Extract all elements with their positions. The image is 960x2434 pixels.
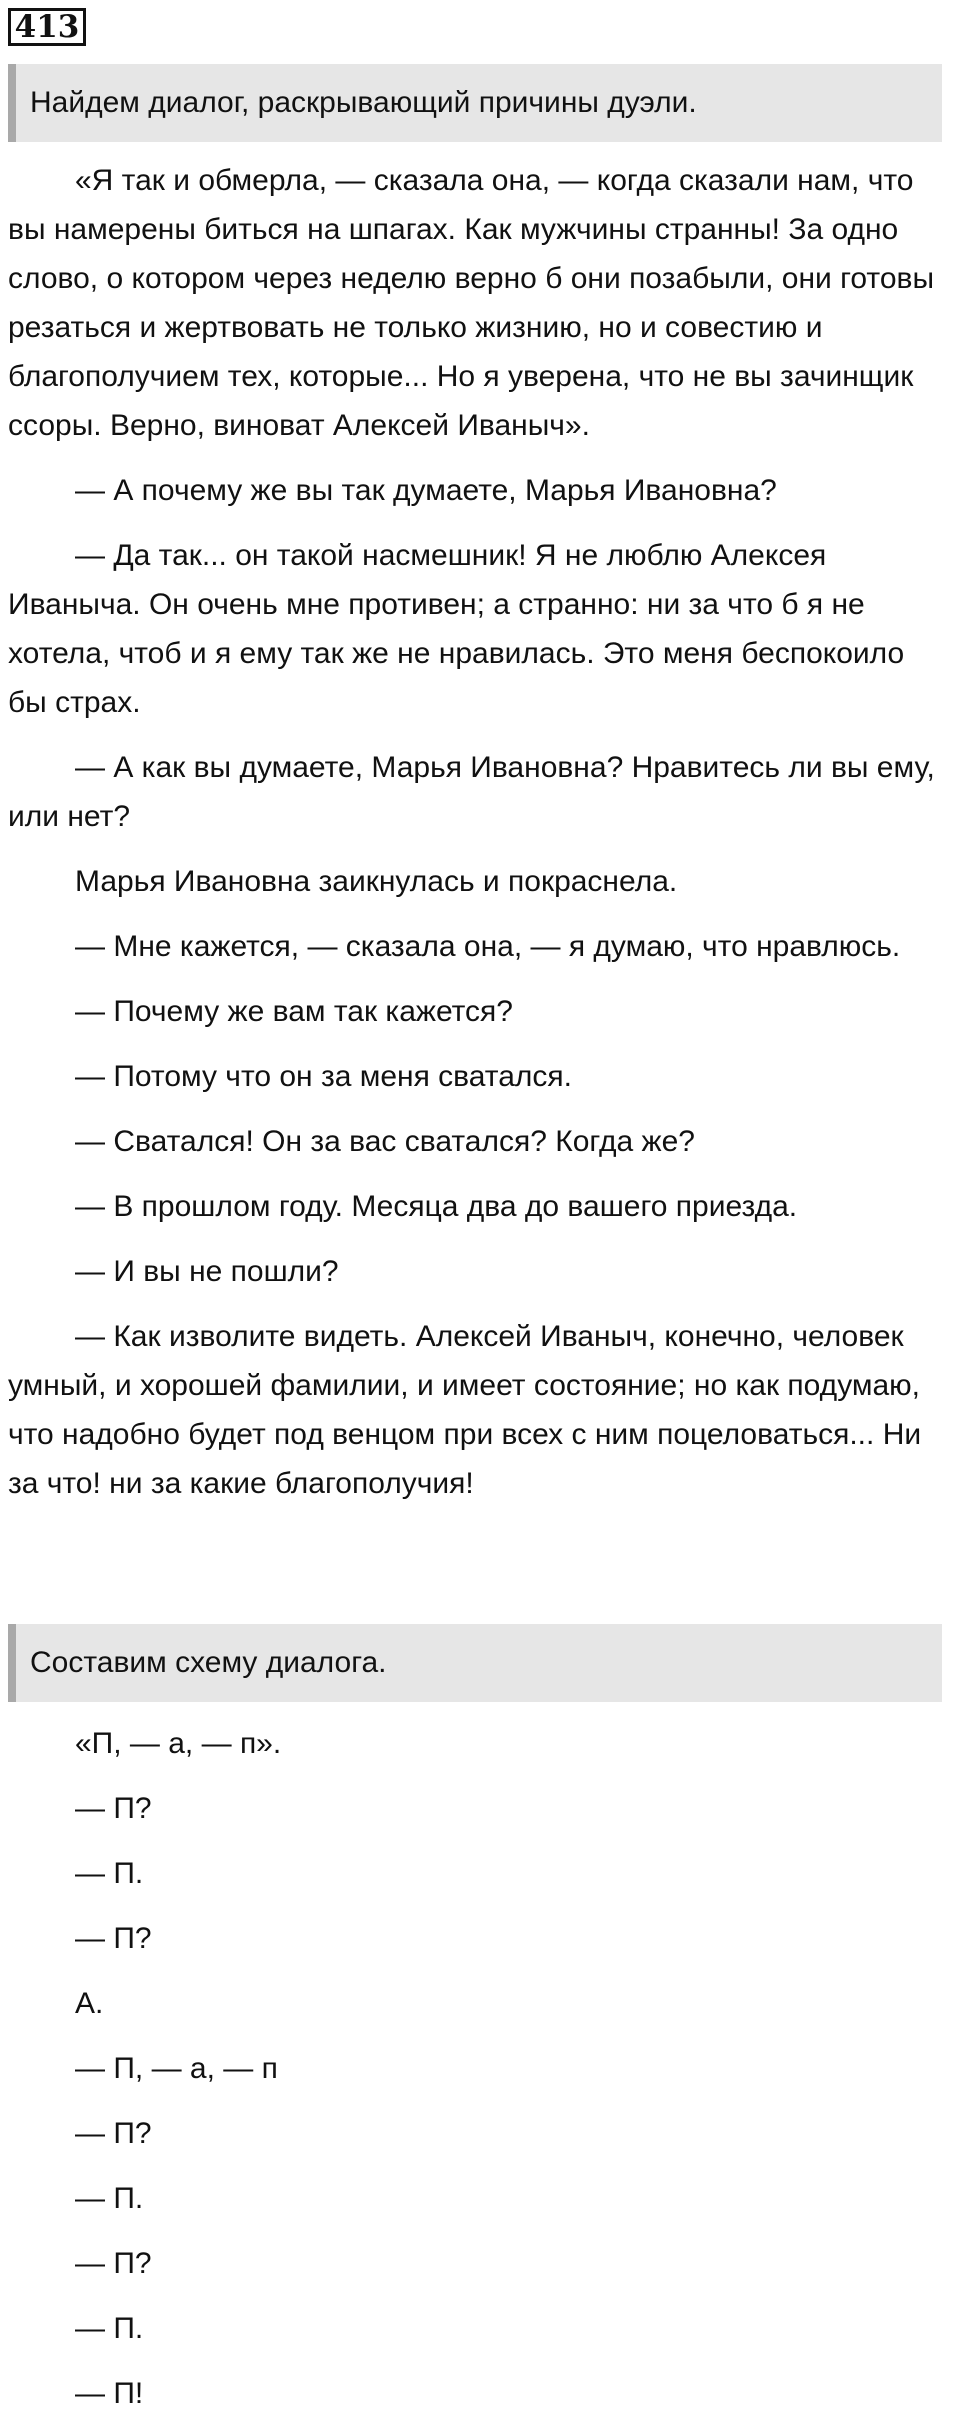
paragraph: — Потому что он за меня сватался. (75, 1060, 572, 1093)
scheme-line: А. (75, 1987, 104, 2020)
scheme-heading-text: Составим схему диалога. (30, 1646, 387, 1679)
paragraph: — А как вы думаете, Марья Ивановна? Нравитесь ли вы ему, или нет? (8, 751, 935, 833)
paragraph: — Мне кажется, — сказала она, — я думаю, что нравлюсь. (75, 930, 901, 963)
paragraph: — Сватался! Он за вас сватался? Когда же? (75, 1125, 695, 1158)
scheme-line: — П. (75, 2312, 144, 2345)
scheme-line: — П! (75, 2377, 144, 2410)
paragraph: Марья Ивановна заикнулась и покраснела. (75, 865, 678, 898)
paragraph: — Почему же вам так кажется? (75, 995, 513, 1028)
paragraph: — И вы не пошли? (75, 1255, 339, 1288)
task-number: 413 (8, 8, 86, 46)
dialogue-scheme (8, 1719, 948, 2434)
heading-banner (8, 64, 942, 142)
scheme-line: — П. (75, 2182, 144, 2215)
dialogue-text (8, 156, 948, 1524)
scheme-line: — П? (75, 1922, 152, 1955)
heading-text: Найдем диалог, раскрывающий причины дуэли. (30, 86, 697, 119)
paragraph: — Как изволите видеть. Алексей Иваныч, конечно, человек умный, и хорошей фамилии, и имеет состояние; но как подумаю, что надобно будет под венцом при всех с ним поцеловаться... Ни за что! ни за какие благополучия! (8, 1320, 922, 1500)
paragraph: — А почему же вы так думаете, Марья Ивановна? (75, 474, 777, 507)
scheme-line: — П, — а, — п (75, 2052, 278, 2085)
scheme-heading-banner (8, 1624, 942, 1702)
scheme-line: — П? (75, 2247, 152, 2280)
scheme-line: — П. (75, 1857, 144, 1890)
scheme-line: — П? (75, 2117, 152, 2150)
scheme-line: «П, — а, — п». (75, 1727, 282, 1760)
paragraph: «Я так и обмерла, — сказала она, — когда сказали нам, что вы намерены биться на шпагах. Как мужчины странны! За одно слово, о котором через неделю верно б они позабыли, они готовы резаться и жертвовать не только жизнию, но и совестию и благополучием тех, которые... Но я уверена, что не вы зачинщик ссоры. Верно, виноват Алексей Иваныч». (8, 164, 935, 442)
paragraph: — Да так... он такой насмешник! Я не люблю Алексея Иваныча. Он очень мне противен; а странно: ни за что б я не хотела, чтоб и я ему так же не нравилась. Это меня беспокоило бы страх. (8, 539, 905, 719)
scheme-line: — П? (75, 1792, 152, 1825)
paragraph: — В прошлом году. Месяца два до вашего приезда. (75, 1190, 798, 1223)
